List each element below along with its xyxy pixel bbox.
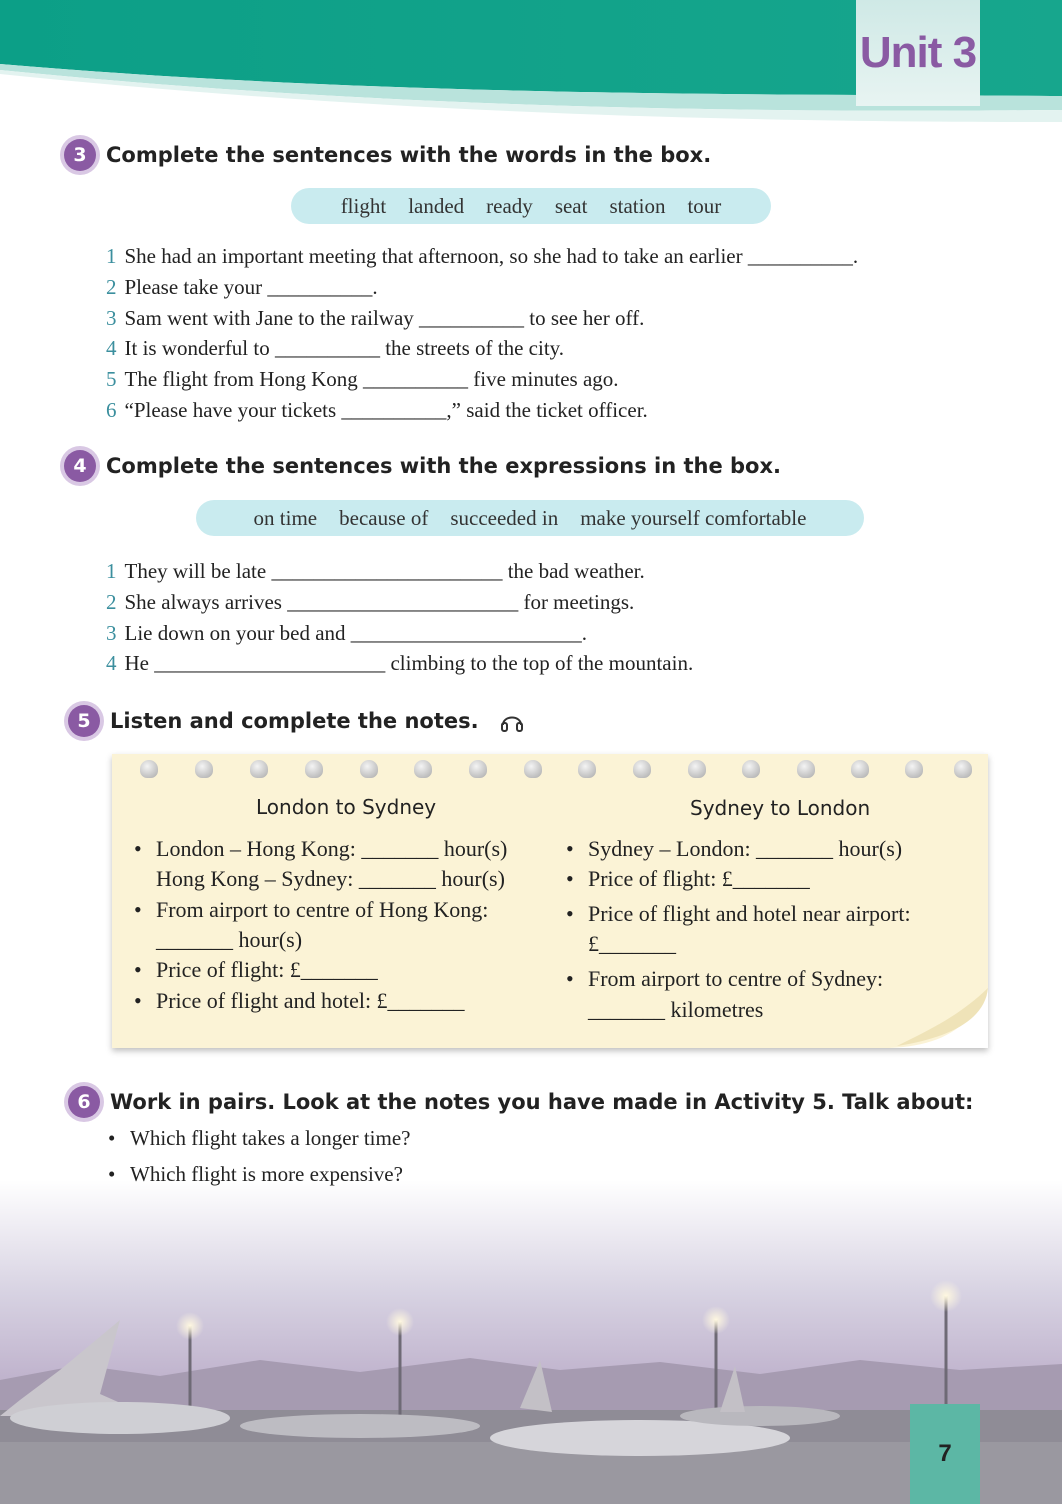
word-box (291, 188, 771, 224)
note-item (566, 964, 883, 994)
sentence-text: They will be late ______________________ the bad weather. (124, 559, 645, 583)
sentence-text: She had an important meeting that afternoon, so she had to take an earlier __________. (124, 244, 859, 268)
sentence-text: It is wonderful to __________ the streets of the city. (124, 336, 565, 361)
note-item (588, 929, 676, 959)
binder-ring (360, 760, 378, 778)
binder-ring (905, 760, 923, 778)
exercise-5-heading (68, 705, 525, 737)
sentence-number: 2 (106, 589, 117, 614)
word-box-item: landed (408, 193, 465, 218)
exercise-3-heading (64, 139, 711, 171)
sentence-row (106, 556, 693, 587)
word-box-item: seat (554, 193, 588, 218)
note-text: Price of flight: £_______ (156, 957, 378, 982)
note-text: Sydney – London: _______ hour(s) (588, 836, 903, 861)
note-text: Price of flight and hotel near airport: (588, 901, 911, 926)
note-text: _______ hour(s) (156, 927, 303, 952)
exercise-number-badge: 5 (68, 705, 100, 737)
sentence-text: Sam went with Jane to the railway __________ to see her off. (124, 305, 645, 330)
word-box-item: tour (687, 193, 722, 218)
expression-box-item: make yourself comfortable (580, 505, 807, 530)
sentence-number: 4 (106, 336, 117, 361)
word-box-item: station (609, 193, 666, 218)
binder-ring (851, 760, 869, 778)
binder-ring (195, 760, 213, 778)
binder-ring (140, 760, 158, 778)
exercise-6-heading (68, 1086, 973, 1118)
note-item (588, 995, 763, 1025)
sentence-text: “Please have your tickets __________,” said the ticket officer. (124, 397, 648, 422)
note-text: £_______ (588, 931, 676, 956)
bullet-icon: • (108, 1162, 116, 1186)
note-text: Price of flight: £_______ (588, 866, 810, 891)
sentence-row (106, 303, 858, 334)
sentence-number: 1 (106, 559, 117, 583)
sentence-row (106, 648, 693, 679)
question-item (108, 1156, 411, 1192)
unit-title: Unit 3 (859, 28, 977, 77)
sentence-number: 5 (106, 367, 117, 392)
question-text: Which flight is more expensive? (130, 1162, 403, 1186)
page-number: 7 (910, 1404, 980, 1504)
note-item (156, 925, 302, 955)
sentence-row (106, 272, 858, 303)
notes-right-title: Sydney to London (690, 796, 871, 820)
note-text: _______ kilometres (588, 997, 764, 1022)
bullet-icon: • (134, 897, 142, 922)
binder-ring (742, 760, 760, 778)
expression-box (196, 500, 864, 536)
binder-ring (633, 760, 651, 778)
binder-ring (414, 760, 432, 778)
sentence-row (106, 241, 858, 272)
exercise-instruction: Complete the sentences with the expressions in the box. (106, 454, 781, 478)
sentence-row (106, 587, 693, 618)
binder-ring (578, 760, 596, 778)
note-text: From airport to centre of Hong Kong: (156, 897, 489, 922)
bullet-icon: • (134, 988, 142, 1013)
sentence-text: The flight from Hong Kong __________ five minutes ago. (124, 367, 619, 392)
question-item (108, 1120, 411, 1156)
note-item (134, 834, 507, 864)
binder-ring (305, 760, 323, 778)
exercise-4-heading (64, 450, 781, 482)
binder-ring (688, 760, 706, 778)
bullet-icon: • (134, 836, 142, 861)
sentence-text: Please take your __________. (124, 274, 378, 299)
expression-box-item: because of (339, 505, 429, 530)
binder-ring (250, 760, 268, 778)
note-item (566, 834, 902, 864)
note-item (134, 986, 465, 1016)
note-item (156, 864, 505, 894)
expression-box-item: succeeded in (450, 505, 559, 530)
binder-ring (797, 760, 815, 778)
airport-photo (0, 1180, 1062, 1504)
bullet-icon: • (566, 901, 574, 926)
note-text: Hong Kong – Sydney: _______ hour(s) (156, 866, 505, 891)
sentence-row (106, 333, 858, 364)
exercise-instruction: Work in pairs. Look at the notes you have made in Activity 5. Talk about: (110, 1090, 974, 1114)
bullet-icon: • (566, 866, 574, 891)
word-box-item: flight (340, 193, 387, 218)
sentence-text: He ______________________ climbing to the top of the mountain. (124, 651, 694, 676)
sentence-row (106, 618, 693, 649)
sentence-row (106, 364, 858, 395)
note-text: Price of flight and hotel: £_______ (156, 988, 465, 1013)
page-curl (889, 980, 989, 1050)
binder-ring (524, 760, 542, 778)
bullet-icon: • (108, 1126, 116, 1150)
bullet-icon: • (566, 836, 574, 861)
sentence-list (106, 241, 858, 426)
sentence-number: 4 (106, 651, 117, 676)
sentence-number: 6 (106, 397, 117, 422)
exercise-number-badge: 4 (64, 450, 96, 482)
sentence-text: She always arrives ______________________ for meetings. (124, 589, 635, 614)
note-text: London – Hong Kong: _______ hour(s) (156, 836, 508, 861)
headphones-icon (499, 708, 525, 734)
exercise-instruction: Listen and complete the notes. (110, 709, 479, 733)
question-text: Which flight takes a longer time? (130, 1126, 411, 1150)
sentence-number: 3 (106, 620, 117, 645)
note-item (566, 864, 810, 894)
word-box-item: ready (486, 193, 533, 218)
sentence-text: Lie down on your bed and ______________________. (124, 620, 588, 645)
note-item (134, 895, 488, 925)
notes-left-title: London to Sydney (256, 795, 437, 819)
bullet-icon: • (134, 957, 142, 982)
binder-ring (954, 760, 972, 778)
sentence-row (106, 395, 858, 426)
question-list (108, 1120, 411, 1192)
binder-ring (469, 760, 487, 778)
note-item (566, 899, 911, 929)
note-text: From airport to centre of Sydney: (588, 966, 884, 991)
exercise-number-badge: 3 (64, 139, 96, 171)
sentence-list (106, 556, 693, 679)
exercise-number-badge: 6 (68, 1086, 100, 1118)
sentence-number: 2 (106, 274, 117, 299)
sentence-number: 3 (106, 305, 117, 330)
bullet-icon: • (566, 966, 574, 991)
sentence-number: 1 (106, 244, 117, 268)
note-item (134, 955, 378, 985)
exercise-instruction: Complete the sentences with the words in the box. (106, 143, 712, 167)
expression-box-item: on time (253, 505, 318, 530)
